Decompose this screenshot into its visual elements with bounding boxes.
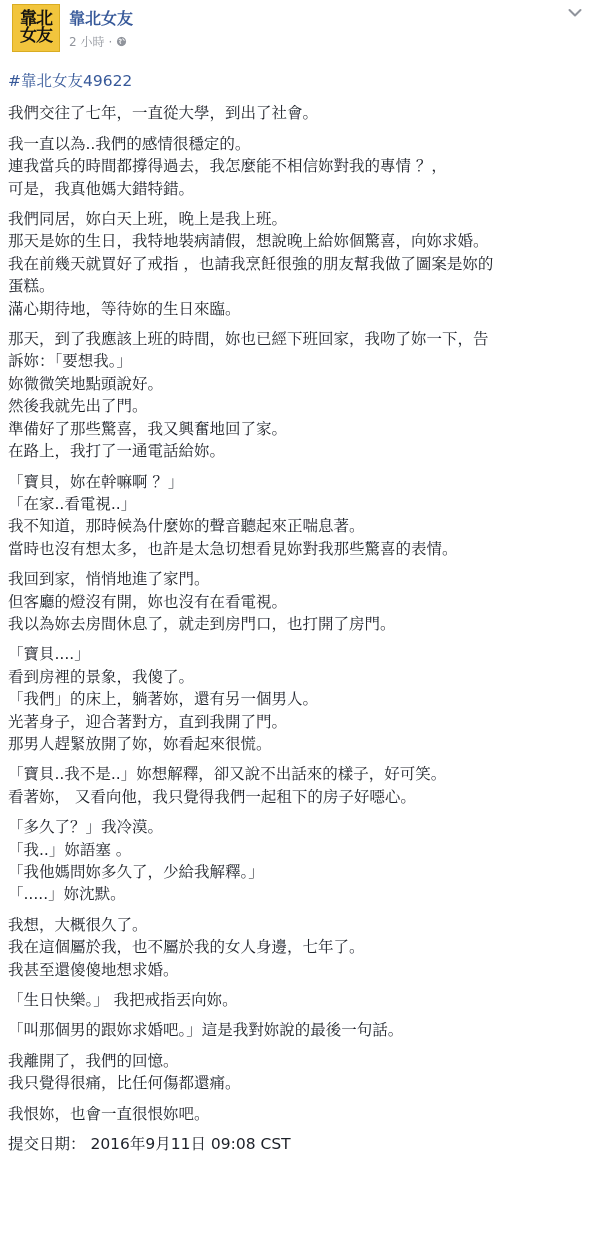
post-text-line: 「在家..看電視..」	[8, 494, 137, 513]
author-name-link[interactable]: 靠北女友	[69, 9, 134, 28]
submit-date-value: 2016年9月11日 09:08 CST	[90, 1135, 291, 1154]
paragraph	[8, 463, 588, 561]
paragraph	[8, 635, 588, 755]
post-text-line: 看著妳， 又看向他，我只覺得我們一起租下的房子好噁心。	[8, 787, 416, 806]
post-text-line: 我在前幾天就買好了戒指 ，也請我烹飪很強的朋友幫我做了圖案是妳的	[8, 254, 494, 273]
paragraph	[8, 1011, 588, 1041]
hashtag-link[interactable]: #靠北女友49622	[8, 72, 133, 90]
paragraph	[8, 1042, 588, 1095]
paragraph	[8, 560, 588, 635]
paragraph	[8, 92, 588, 124]
post-header	[7, 0, 588, 64]
post-text-line: 那天，到了我應該上班的時間，妳也已經下班回家，我吻了妳一下，告	[8, 330, 489, 349]
post-text-line: 那男人趕緊放開了妳，妳看起來很慌。	[8, 734, 272, 753]
post-text-line: 但客廳的燈沒有開，妳也沒有在看電視。	[8, 592, 288, 611]
paragraph	[8, 906, 588, 981]
post-text-line: 滿心期待地，等待妳的生日來臨。	[8, 299, 241, 318]
post-text-line: 當時也沒有想太多，也許是太急切想看見妳對我那些驚喜的表情。	[8, 539, 458, 558]
chevron-down-icon[interactable]	[568, 8, 582, 18]
post-body	[7, 64, 588, 1155]
paragraph	[8, 125, 588, 200]
post-text-line: 「.....」妳沈默。	[8, 885, 126, 904]
post-text-line: 「我..」妳語塞 。	[8, 840, 132, 859]
post-text-line: 在路上，我打了一通電話給妳。	[8, 442, 226, 461]
post-text-line: 「多久了？」我冷漠。	[8, 818, 164, 837]
post-text-line: 我只覺得很痛，比任何傷都還痛。	[8, 1074, 241, 1093]
paragraph	[8, 200, 588, 320]
post-text-line: 「我們」的床上，躺著妳，還有另一個男人。	[8, 690, 319, 709]
post-text-line: 我一直以為..我們的感情很穩定的。	[8, 134, 251, 153]
avatar-text-top: 靠北	[20, 9, 52, 29]
post-text-line: 訴妳：「要想我。」	[8, 352, 133, 371]
post-text-line: 我回到家，悄悄地進了家門。	[8, 570, 210, 589]
post-text-line: 「寶貝，妳在幹嘛啊 ？」	[8, 472, 184, 491]
post-text-line: 我恨妳，也會一直很恨妳吧。	[8, 1104, 210, 1123]
post-text-line: 我甚至還傻傻地想求婚。	[8, 960, 179, 979]
paragraph	[8, 981, 588, 1011]
post-text-line: 「叫那個男的跟妳求婚吧。」這是我對妳說的最後一句話。	[8, 1021, 404, 1040]
post-text-line: 我想，大概很久了。	[8, 915, 148, 934]
paragraph	[8, 755, 588, 808]
post-text-line: 我們同居，妳白天上班，晚上是我上班。	[8, 210, 288, 229]
globe-icon[interactable]	[116, 36, 127, 47]
submit-date-line	[8, 1125, 588, 1155]
post-timestamp[interactable]: 2 小時	[69, 35, 105, 49]
post-text-line: 然後我就先出了門。	[8, 397, 148, 416]
post-text-line: 準備好了那些驚喜，我又興奮地回了家。	[8, 419, 288, 438]
post-text-line: 「寶貝..我不是..」妳想解釋，卻又說不出話來的樣子，好可笑。	[8, 765, 447, 784]
post-text-line: 光著身子，迎合著對方，直到我開了門。	[8, 712, 288, 731]
avatar-text-bottom: 女友	[20, 26, 52, 46]
post-text-line: 「生日快樂。」 我把戒指丟向妳。	[8, 991, 238, 1010]
submit-date-label: 提交日期：	[8, 1135, 86, 1154]
post-text-line: 看到房裡的景象，我傻了。	[8, 667, 195, 686]
post-text-line: 我以為妳去房間休息了，就走到房門口，也打開了房門。	[8, 614, 396, 633]
post-meta	[69, 33, 127, 50]
post-text-line: 可是，我真他媽大錯特錯。	[8, 179, 195, 198]
post-text-line: 「寶貝....」	[8, 645, 90, 664]
post-text-line: 蛋糕。	[8, 277, 55, 296]
post-text-line: 我在這個屬於我，也不屬於我的女人身邊，七年了。	[8, 938, 365, 957]
post-text-line: 連我當兵的時間都撐得過去，我怎麼能不相信妳對我的專情 ？，	[8, 157, 447, 176]
post-text-line: 那天是妳的生日，我特地裝病請假，想說晚上給妳個驚喜，向妳求婚。	[8, 232, 489, 251]
paragraph	[8, 1095, 588, 1125]
post-text-line: 妳微微笑地點頭說好。	[8, 374, 164, 393]
post-text-line: 「我他媽問妳多久了，少給我解釋。」	[8, 863, 264, 881]
post-text-line: 我們交往了七年，一直從大學，到出了社會。	[8, 104, 319, 123]
post-text-line: 我離開了，我們的回憶。	[8, 1051, 179, 1070]
post-text-line: 我不知道，那時候為什麼妳的聲音聽起來正喘息著。	[8, 517, 365, 536]
paragraph	[8, 320, 588, 462]
paragraph	[8, 808, 588, 906]
avatar[interactable]	[12, 4, 60, 52]
meta-separator: ·	[108, 34, 113, 49]
